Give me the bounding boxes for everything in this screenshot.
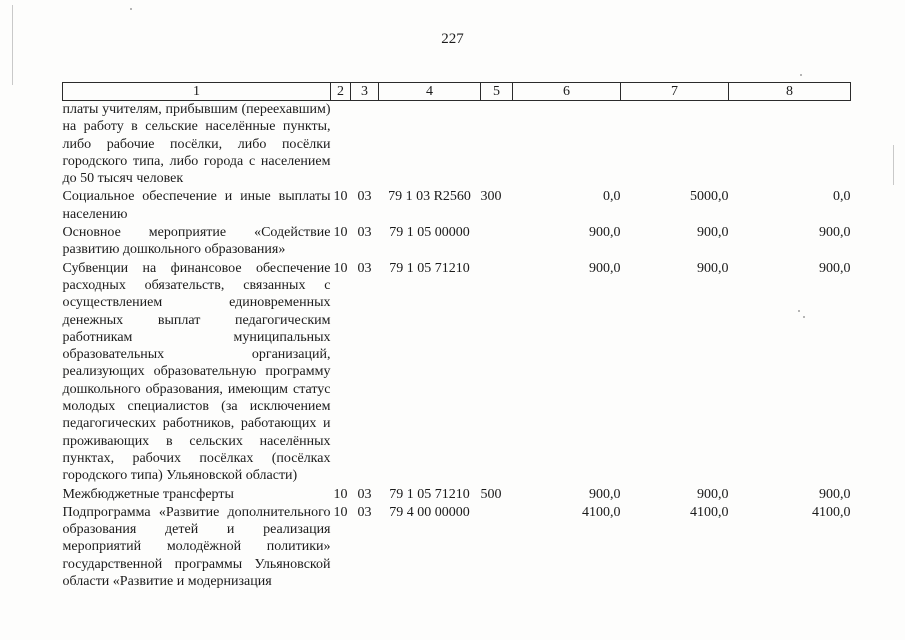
row-description: платы учителям, прибывшим (переехавшим) на работу в сельские населённые пункты, либо рабочие посёлки, либо посёлки городского типа, либо города с населением до 50 тысяч человек: [62, 102, 331, 187]
table-row: [63, 101, 851, 188]
target-article-code: 79 4 00 00000: [389, 504, 470, 520]
target-article-code: 79 1 05 00000: [389, 225, 470, 241]
amount-year-2: 4100,0: [690, 504, 729, 520]
row-description: Межбюджетные трансферты: [62, 486, 234, 502]
target-article-code: 79 1 05 71210: [389, 486, 470, 502]
page-number: 227: [441, 31, 464, 47]
subsection-code: 03: [357, 504, 372, 520]
subsection-code: [351, 101, 379, 188]
amount-year-1: 900,0: [589, 225, 621, 241]
scan-dot: [800, 74, 802, 76]
amount-year-3: 900,0: [819, 260, 851, 276]
table-body: [63, 101, 851, 591]
expense-type-code: [481, 223, 513, 259]
amount-year-1: 900,0: [589, 486, 621, 502]
target-article-code: [379, 101, 481, 188]
header-col-7: 7: [621, 83, 729, 101]
amount-year-3: 0,0: [833, 189, 851, 205]
table-row: [63, 259, 851, 485]
expense-type-code: [481, 101, 513, 188]
header-col-2: 2: [331, 83, 351, 101]
subsection-code: 03: [357, 486, 372, 502]
header-col-5: 5: [481, 83, 513, 101]
expense-type-code: [481, 503, 513, 590]
header-row: [63, 83, 851, 101]
table-header: [63, 83, 851, 101]
amount-year-2: [621, 101, 729, 188]
table-row: [63, 485, 851, 503]
table-row: [63, 503, 851, 590]
section-code: 10: [333, 486, 348, 502]
expense-type-code: [481, 259, 513, 485]
budget-table: [62, 82, 851, 590]
header-col-3: 3: [351, 83, 379, 101]
table-row: [63, 223, 851, 259]
amount-year-3: [729, 101, 851, 188]
amount-year-2: 900,0: [697, 260, 729, 276]
subsection-code: 03: [357, 189, 372, 205]
subsection-code: 03: [357, 260, 372, 276]
amount-year-2: 900,0: [697, 225, 729, 241]
amount-year-1: 4100,0: [582, 504, 621, 520]
expense-type-code: 300: [480, 189, 502, 205]
row-description: Подпрограмма «Развитие дополнительного образования детей и реализация мероприятий молодёжной политики» государственной программы Ульяновской области «Развитие и модернизация: [62, 504, 331, 590]
row-description: Социальное обеспечение и иные выплаты населению: [62, 189, 331, 222]
section-code: 10: [333, 189, 348, 205]
header-col-6: 6: [513, 83, 621, 101]
amount-year-2: 900,0: [697, 486, 729, 502]
amount-year-2: 5000,0: [690, 189, 729, 205]
row-description: Субвенции на финансовое обеспечение расходных обязательств, связанных с осуществлением единовременных денежных выплат педагогическим работникам муниципальных образовательных организаций, реализующих образовательную программу дошкольного образования, имеющим статус молодых специалистов (за исключением педагогических работников, работающих и проживающих в сельских населённых пунктах, рабочих посёлках (посёлках городского типа) Ульяновской области): [62, 260, 331, 484]
section-code: 10: [333, 260, 348, 276]
amount-year-3: 900,0: [819, 225, 851, 241]
section-code: 10: [333, 225, 348, 241]
expense-type-code: 500: [480, 486, 502, 502]
amount-year-1: 0,0: [603, 189, 621, 205]
section-code: 10: [333, 504, 348, 520]
amount-year-3: 4100,0: [812, 504, 851, 520]
scan-edge-right: [893, 145, 894, 185]
row-description: Основное мероприятие «Содействие развитию дошкольного образования»: [62, 225, 331, 258]
header-col-1: 1: [63, 83, 331, 101]
header-col-8: 8: [729, 83, 851, 101]
amount-year-1: [513, 101, 621, 188]
target-article-code: 79 1 03 R2560: [388, 189, 471, 205]
amount-year-3: 900,0: [819, 486, 851, 502]
subsection-code: 03: [357, 225, 372, 241]
target-article-code: 79 1 05 71210: [389, 260, 470, 276]
scan-dot: [130, 8, 132, 10]
section-code: [331, 101, 351, 188]
amount-year-1: 900,0: [589, 260, 621, 276]
table-row: [63, 187, 851, 223]
header-col-4: 4: [379, 83, 481, 101]
